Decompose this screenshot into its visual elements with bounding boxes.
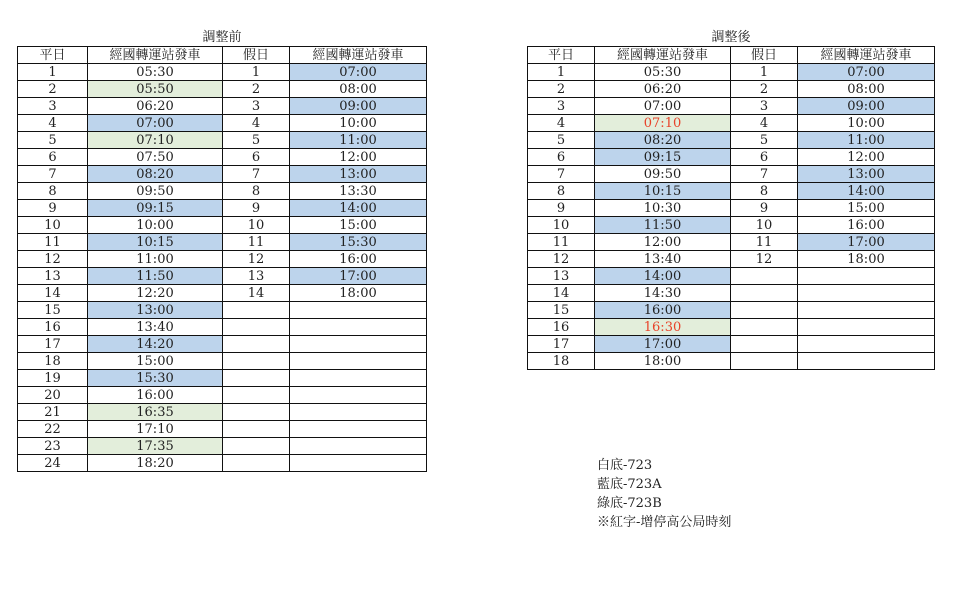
weekday-no-cell: 6 <box>18 149 88 166</box>
after-table <box>527 46 935 370</box>
table-row <box>18 421 427 438</box>
weekday-time-cell: 18:20 <box>88 455 223 472</box>
holiday-no-cell: 14 <box>223 285 290 302</box>
weekday-time-cell: 06:20 <box>595 81 731 98</box>
legend-red: ※紅字-增停高公局時刻 <box>597 515 732 530</box>
holiday-time-cell: 16:00 <box>798 217 935 234</box>
holiday-time-cell <box>290 353 427 370</box>
after-table-body <box>528 64 935 370</box>
holiday-time-cell <box>290 455 427 472</box>
weekday-no-cell: 16 <box>528 319 595 336</box>
weekday-time-cell: 17:35 <box>88 438 223 455</box>
header-weekday-departure: 經國轉運站發車 <box>595 47 731 64</box>
holiday-time-cell <box>290 336 427 353</box>
holiday-no-cell: 11 <box>731 234 798 251</box>
before-table <box>17 46 427 472</box>
before-title: 調整前 <box>202 30 242 45</box>
table-row <box>528 183 935 200</box>
table-row <box>18 149 427 166</box>
table-row <box>18 285 427 302</box>
holiday-no-cell <box>731 268 798 285</box>
holiday-time-cell <box>798 302 935 319</box>
holiday-time-cell: 08:00 <box>798 81 935 98</box>
weekday-time-cell: 16:00 <box>595 302 731 319</box>
table-row <box>18 64 427 81</box>
table-row <box>528 132 935 149</box>
weekday-no-cell: 9 <box>18 200 88 217</box>
weekday-no-cell: 12 <box>18 251 88 268</box>
holiday-time-cell: 18:00 <box>798 251 935 268</box>
holiday-time-cell: 16:00 <box>290 251 427 268</box>
holiday-time-cell <box>798 319 935 336</box>
holiday-time-cell: 09:00 <box>798 98 935 115</box>
weekday-time-cell: 18:00 <box>595 353 731 370</box>
holiday-no-cell: 8 <box>223 183 290 200</box>
weekday-no-cell: 19 <box>18 370 88 387</box>
holiday-time-cell: 10:00 <box>798 115 935 132</box>
weekday-no-cell: 24 <box>18 455 88 472</box>
table-row <box>528 200 935 217</box>
weekday-time-cell: 09:15 <box>88 200 223 217</box>
weekday-time-cell: 14:20 <box>88 336 223 353</box>
weekday-no-cell: 14 <box>528 285 595 302</box>
holiday-no-cell <box>223 319 290 336</box>
holiday-no-cell <box>223 353 290 370</box>
weekday-no-cell: 7 <box>528 166 595 183</box>
after-table-block <box>527 30 935 370</box>
table-row <box>528 217 935 234</box>
weekday-time-cell: 09:15 <box>595 149 731 166</box>
holiday-no-cell <box>731 336 798 353</box>
table-row <box>528 115 935 132</box>
weekday-time-cell: 07:10 <box>595 115 731 132</box>
header-holiday-departure: 經國轉運站發車 <box>290 47 427 64</box>
table-row <box>18 251 427 268</box>
table-row <box>528 234 935 251</box>
table-row <box>18 81 427 98</box>
after-header-row <box>528 47 935 64</box>
holiday-time-cell <box>798 268 935 285</box>
holiday-time-cell: 11:00 <box>798 132 935 149</box>
table-row <box>18 115 427 132</box>
weekday-no-cell: 4 <box>18 115 88 132</box>
holiday-no-cell: 11 <box>223 234 290 251</box>
holiday-no-cell: 13 <box>223 268 290 285</box>
weekday-no-cell: 13 <box>528 268 595 285</box>
holiday-no-cell <box>223 370 290 387</box>
table-row <box>528 285 935 302</box>
holiday-time-cell: 18:00 <box>290 285 427 302</box>
holiday-time-cell: 08:00 <box>290 81 427 98</box>
table-row <box>18 98 427 115</box>
weekday-no-cell: 8 <box>18 183 88 200</box>
table-row <box>18 387 427 404</box>
table-row <box>528 81 935 98</box>
weekday-no-cell: 3 <box>18 98 88 115</box>
weekday-time-cell: 09:50 <box>88 183 223 200</box>
weekday-no-cell: 11 <box>18 234 88 251</box>
holiday-no-cell <box>223 421 290 438</box>
holiday-no-cell: 4 <box>731 115 798 132</box>
color-legend <box>597 456 731 532</box>
table-row <box>528 149 935 166</box>
holiday-no-cell: 10 <box>223 217 290 234</box>
weekday-no-cell: 17 <box>18 336 88 353</box>
header-holiday: 假日 <box>223 47 290 64</box>
weekday-time-cell: 13:40 <box>595 251 731 268</box>
holiday-time-cell: 12:00 <box>798 149 935 166</box>
table-row <box>18 319 427 336</box>
weekday-no-cell: 6 <box>528 149 595 166</box>
weekday-time-cell: 11:50 <box>595 217 731 234</box>
holiday-no-cell: 6 <box>731 149 798 166</box>
table-row <box>18 302 427 319</box>
header-holiday-departure: 經國轉運站發車 <box>798 47 935 64</box>
weekday-time-cell: 07:00 <box>88 115 223 132</box>
weekday-no-cell: 18 <box>18 353 88 370</box>
weekday-no-cell: 14 <box>18 285 88 302</box>
holiday-no-cell <box>731 353 798 370</box>
table-row <box>528 319 935 336</box>
holiday-time-cell: 07:00 <box>290 64 427 81</box>
holiday-time-cell: 15:00 <box>798 200 935 217</box>
weekday-no-cell: 4 <box>528 115 595 132</box>
table-row <box>18 353 427 370</box>
table-row <box>528 98 935 115</box>
header-weekday: 平日 <box>528 47 595 64</box>
weekday-no-cell: 2 <box>18 81 88 98</box>
holiday-time-cell: 14:00 <box>798 183 935 200</box>
holiday-time-cell: 17:00 <box>798 234 935 251</box>
weekday-time-cell: 11:00 <box>88 251 223 268</box>
holiday-time-cell: 15:00 <box>290 217 427 234</box>
table-row <box>18 268 427 285</box>
weekday-no-cell: 3 <box>528 98 595 115</box>
weekday-no-cell: 1 <box>528 64 595 81</box>
weekday-time-cell: 14:30 <box>595 285 731 302</box>
holiday-no-cell: 10 <box>731 217 798 234</box>
holiday-no-cell: 4 <box>223 115 290 132</box>
holiday-no-cell <box>223 302 290 319</box>
weekday-time-cell: 07:10 <box>88 132 223 149</box>
holiday-no-cell <box>731 319 798 336</box>
table-row <box>18 234 427 251</box>
legend-blue: 藍底-723A <box>597 477 662 492</box>
holiday-time-cell <box>290 421 427 438</box>
weekday-time-cell: 10:15 <box>88 234 223 251</box>
holiday-no-cell: 12 <box>223 251 290 268</box>
table-row <box>528 336 935 353</box>
weekday-no-cell: 17 <box>528 336 595 353</box>
holiday-time-cell <box>798 353 935 370</box>
holiday-time-cell: 13:00 <box>290 166 427 183</box>
weekday-no-cell: 15 <box>528 302 595 319</box>
weekday-no-cell: 20 <box>18 387 88 404</box>
holiday-no-cell: 9 <box>731 200 798 217</box>
table-row <box>18 166 427 183</box>
weekday-time-cell: 05:50 <box>88 81 223 98</box>
weekday-time-cell: 17:10 <box>88 421 223 438</box>
weekday-no-cell: 10 <box>18 217 88 234</box>
holiday-time-cell <box>798 285 935 302</box>
weekday-time-cell: 15:30 <box>88 370 223 387</box>
weekday-time-cell: 15:00 <box>88 353 223 370</box>
weekday-time-cell: 16:30 <box>595 319 731 336</box>
holiday-no-cell <box>223 404 290 421</box>
weekday-time-cell: 13:00 <box>88 302 223 319</box>
holiday-time-cell: 07:00 <box>798 64 935 81</box>
holiday-time-cell: 13:30 <box>290 183 427 200</box>
holiday-no-cell: 6 <box>223 149 290 166</box>
weekday-time-cell: 06:20 <box>88 98 223 115</box>
holiday-no-cell: 5 <box>223 132 290 149</box>
table-row <box>528 251 935 268</box>
weekday-time-cell: 09:50 <box>595 166 731 183</box>
weekday-time-cell: 07:50 <box>88 149 223 166</box>
table-row <box>18 200 427 217</box>
before-table-body <box>18 64 427 472</box>
weekday-time-cell: 11:50 <box>88 268 223 285</box>
after-title: 調整後 <box>711 30 751 45</box>
weekday-time-cell: 10:00 <box>88 217 223 234</box>
weekday-time-cell: 12:20 <box>88 285 223 302</box>
table-row <box>528 302 935 319</box>
holiday-no-cell <box>223 455 290 472</box>
weekday-time-cell: 08:20 <box>88 166 223 183</box>
weekday-no-cell: 11 <box>528 234 595 251</box>
weekday-no-cell: 12 <box>528 251 595 268</box>
holiday-time-cell <box>290 387 427 404</box>
holiday-no-cell <box>223 336 290 353</box>
table-row <box>528 64 935 81</box>
before-header-row <box>18 47 427 64</box>
holiday-no-cell: 7 <box>731 166 798 183</box>
header-holiday: 假日 <box>731 47 798 64</box>
table-row <box>18 217 427 234</box>
holiday-time-cell <box>798 336 935 353</box>
weekday-no-cell: 10 <box>528 217 595 234</box>
table-row <box>528 268 935 285</box>
holiday-no-cell <box>223 438 290 455</box>
weekday-no-cell: 21 <box>18 404 88 421</box>
holiday-time-cell: 10:00 <box>290 115 427 132</box>
weekday-time-cell: 05:30 <box>595 64 731 81</box>
holiday-time-cell <box>290 404 427 421</box>
weekday-no-cell: 5 <box>18 132 88 149</box>
holiday-no-cell: 9 <box>223 200 290 217</box>
holiday-no-cell: 3 <box>223 98 290 115</box>
before-table-block <box>17 30 427 472</box>
holiday-time-cell: 11:00 <box>290 132 427 149</box>
weekday-no-cell: 2 <box>528 81 595 98</box>
holiday-no-cell: 7 <box>223 166 290 183</box>
table-row <box>528 353 935 370</box>
table-row <box>18 404 427 421</box>
holiday-no-cell: 5 <box>731 132 798 149</box>
holiday-no-cell: 3 <box>731 98 798 115</box>
header-weekday: 平日 <box>18 47 88 64</box>
weekday-time-cell: 12:00 <box>595 234 731 251</box>
table-row <box>18 132 427 149</box>
weekday-time-cell: 10:15 <box>595 183 731 200</box>
weekday-no-cell: 22 <box>18 421 88 438</box>
table-row <box>18 370 427 387</box>
holiday-time-cell <box>290 438 427 455</box>
table-row <box>18 183 427 200</box>
weekday-time-cell: 05:30 <box>88 64 223 81</box>
holiday-time-cell: 09:00 <box>290 98 427 115</box>
weekday-no-cell: 18 <box>528 353 595 370</box>
holiday-time-cell: 17:00 <box>290 268 427 285</box>
weekday-time-cell: 10:30 <box>595 200 731 217</box>
weekday-no-cell: 7 <box>18 166 88 183</box>
weekday-no-cell: 9 <box>528 200 595 217</box>
legend-green: 綠底-723B <box>597 496 662 511</box>
weekday-time-cell: 17:00 <box>595 336 731 353</box>
holiday-no-cell: 12 <box>731 251 798 268</box>
weekday-time-cell: 07:00 <box>595 98 731 115</box>
weekday-no-cell: 8 <box>528 183 595 200</box>
weekday-no-cell: 13 <box>18 268 88 285</box>
holiday-time-cell <box>290 302 427 319</box>
legend-white: 白底-723 <box>597 458 653 473</box>
holiday-no-cell: 1 <box>223 64 290 81</box>
table-row <box>528 166 935 183</box>
weekday-no-cell: 16 <box>18 319 88 336</box>
weekday-time-cell: 16:35 <box>88 404 223 421</box>
weekday-time-cell: 13:40 <box>88 319 223 336</box>
weekday-time-cell: 08:20 <box>595 132 731 149</box>
table-row <box>18 336 427 353</box>
weekday-no-cell: 23 <box>18 438 88 455</box>
holiday-time-cell: 12:00 <box>290 149 427 166</box>
holiday-no-cell: 8 <box>731 183 798 200</box>
holiday-no-cell <box>731 302 798 319</box>
holiday-time-cell: 15:30 <box>290 234 427 251</box>
weekday-time-cell: 14:00 <box>595 268 731 285</box>
holiday-no-cell: 2 <box>731 81 798 98</box>
weekday-no-cell: 5 <box>528 132 595 149</box>
weekday-no-cell: 1 <box>18 64 88 81</box>
holiday-time-cell <box>290 370 427 387</box>
holiday-time-cell: 14:00 <box>290 200 427 217</box>
holiday-no-cell <box>731 285 798 302</box>
header-weekday-departure: 經國轉運站發車 <box>88 47 223 64</box>
holiday-time-cell <box>290 319 427 336</box>
holiday-no-cell <box>223 387 290 404</box>
weekday-no-cell: 15 <box>18 302 88 319</box>
table-row <box>18 455 427 472</box>
holiday-time-cell: 13:00 <box>798 166 935 183</box>
holiday-no-cell: 1 <box>731 64 798 81</box>
holiday-no-cell: 2 <box>223 81 290 98</box>
table-row <box>18 438 427 455</box>
weekday-time-cell: 16:00 <box>88 387 223 404</box>
